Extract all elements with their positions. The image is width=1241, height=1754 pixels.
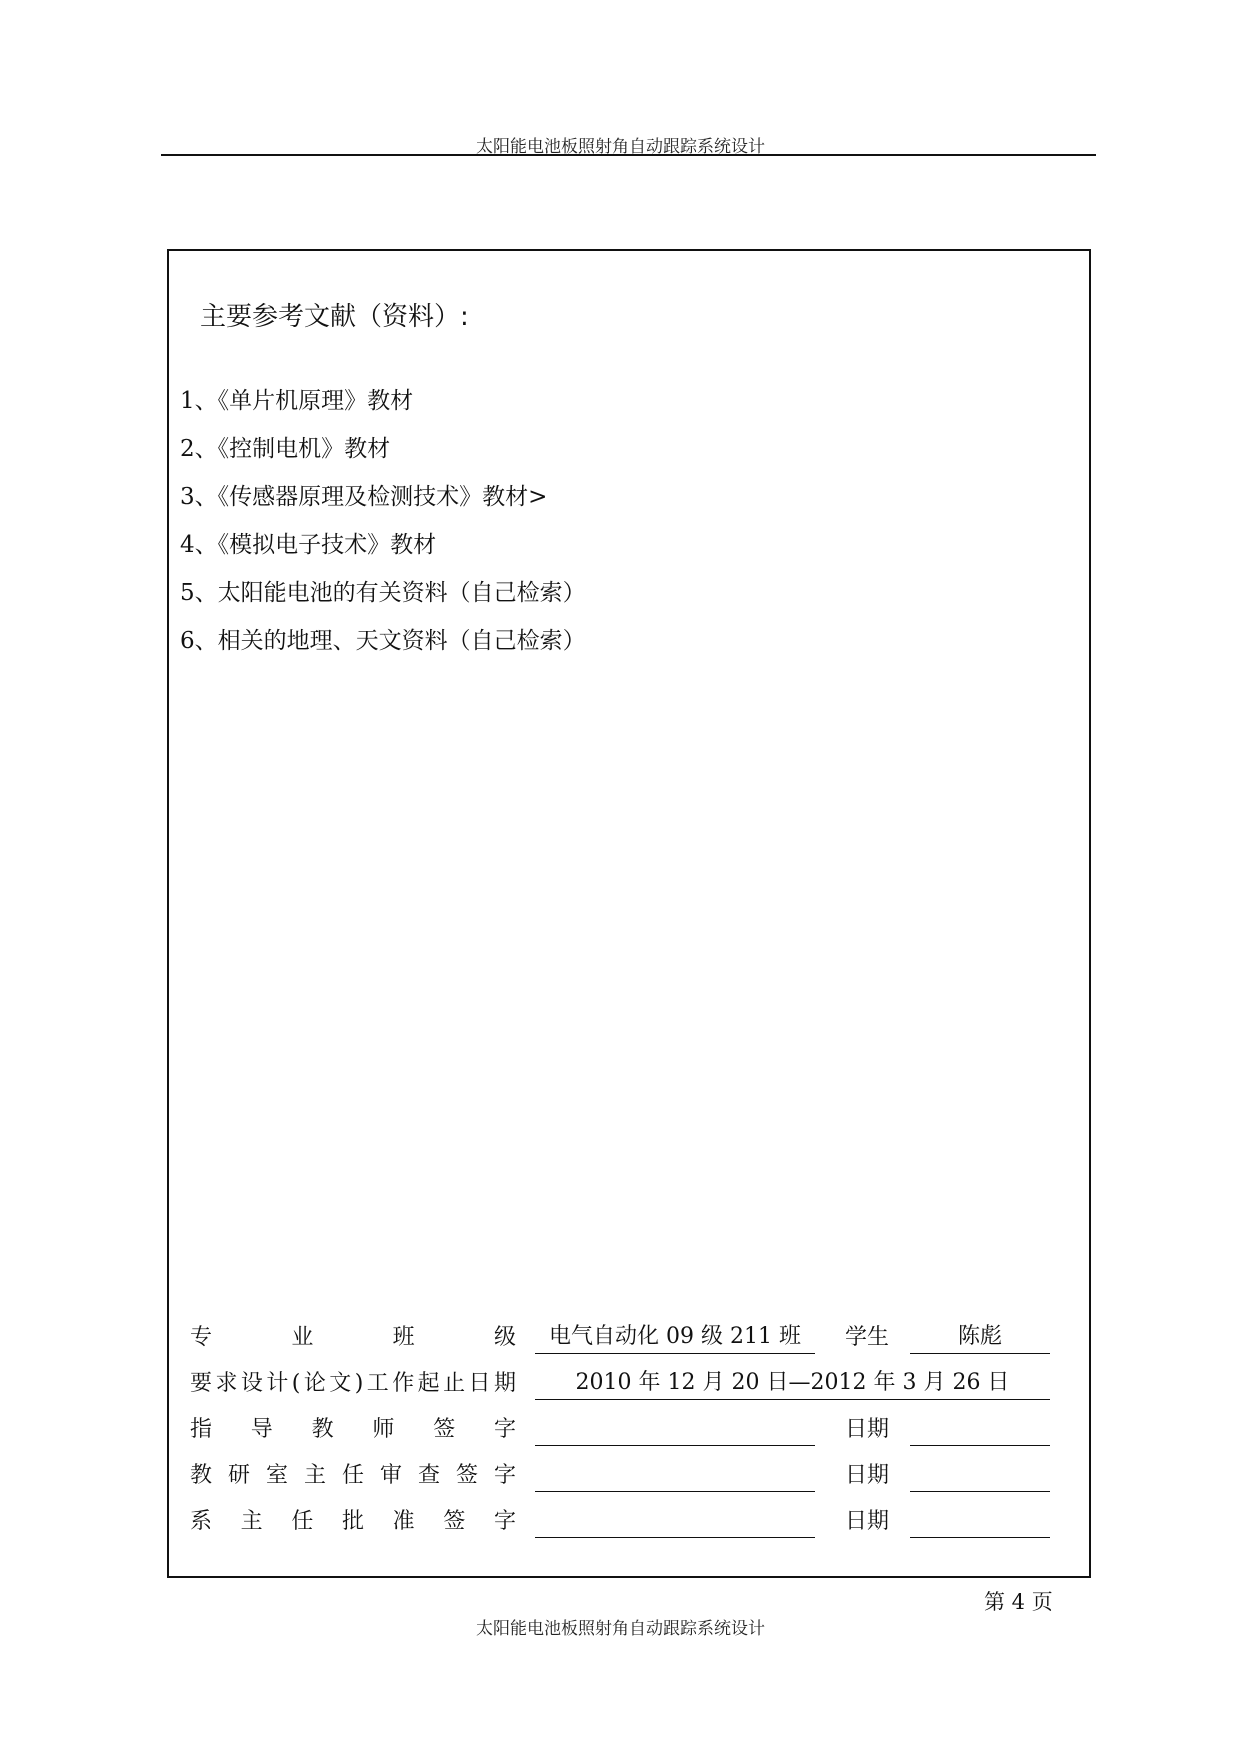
advisor-date-line (910, 1445, 1050, 1446)
office-signature-line (535, 1491, 815, 1492)
reference-item: 6、相关的地理、天文资料（自己检索） (180, 628, 586, 654)
period-label: 要求设计(论文)工作起止日期 (190, 1371, 516, 1396)
office-date-line (910, 1491, 1050, 1492)
class-underline (535, 1353, 815, 1354)
office-row (190, 1459, 1050, 1499)
reference-item: 4、《模拟电子技术》教材 (180, 532, 437, 558)
references-heading: 主要参考文献（资料）: (200, 302, 469, 332)
dept-row (190, 1505, 1050, 1545)
dept-signature-line (535, 1537, 815, 1538)
advisor-row (190, 1413, 1050, 1453)
dept-label: 系主任批准签字 (190, 1509, 516, 1534)
student-underline (910, 1353, 1050, 1354)
reference-item: 3、《传感器原理及检测技术》教材> (180, 484, 548, 510)
office-date-label: 日期 (845, 1463, 890, 1488)
student-label: 学生 (845, 1325, 890, 1350)
reference-item: 5、太阳能电池的有关资料（自己检索） (180, 580, 586, 606)
period-underline (535, 1399, 1050, 1400)
class-value: 电气自动化 09 级 211 班 (549, 1324, 801, 1349)
student-value: 陈彪 (957, 1324, 1002, 1349)
office-label: 教研室主任审查签字 (190, 1463, 516, 1488)
period-value: 2010 年 12 月 20 日—2012 年 3 月 26 日 (575, 1370, 1010, 1395)
reference-list (180, 383, 586, 671)
reference-item: 2、《控制电机》教材 (180, 436, 391, 462)
reference-item: 1、《单片机原理》教材 (180, 388, 414, 414)
advisor-label: 指导教师签字 (190, 1417, 516, 1442)
class-row (190, 1321, 1050, 1361)
header-rule (161, 154, 1096, 156)
dept-date-line (910, 1537, 1050, 1538)
period-row (190, 1367, 1050, 1407)
page-number: 第 4 页 (984, 1590, 1053, 1614)
advisor-signature-line (535, 1445, 815, 1446)
running-footer-title: 太阳能电池板照射角自动跟踪系统设计 (476, 1619, 765, 1639)
advisor-date-label: 日期 (845, 1417, 890, 1442)
dept-date-label: 日期 (845, 1509, 890, 1534)
class-label: 专业班级 (190, 1325, 516, 1350)
running-header-title: 太阳能电池板照射角自动跟踪系统设计 (476, 137, 765, 157)
